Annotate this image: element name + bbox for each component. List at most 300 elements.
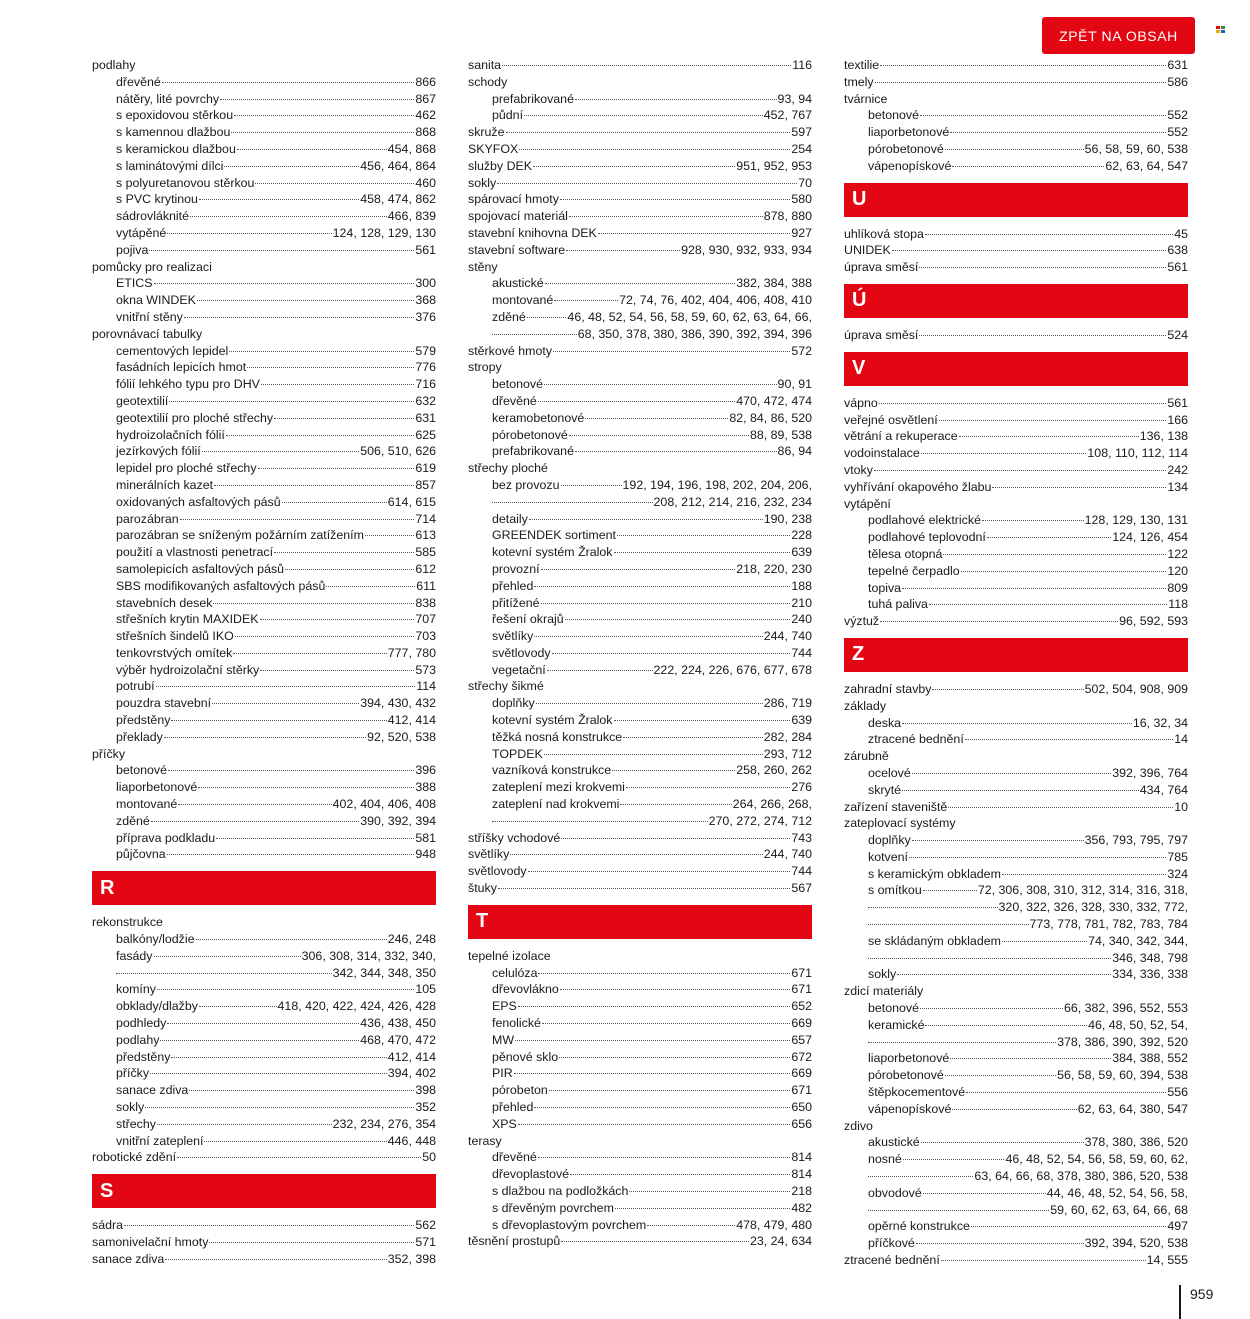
entry-page-numbers[interactable]: 412, 414 (387, 1049, 436, 1064)
entry-page-numbers[interactable]: 452, 767 (763, 108, 812, 123)
entry-term: s dřevoplastovým povrchem (492, 1217, 647, 1232)
entry-page-numbers[interactable]: 254 (791, 141, 812, 156)
index-subentry (844, 1101, 1188, 1118)
entry-term: parozábran (116, 511, 179, 526)
entry-page-numbers[interactable]: 240 (791, 612, 812, 627)
entry-page-numbers[interactable]: 777, 780 (387, 645, 436, 660)
entry-page-numbers[interactable]: 412, 414 (387, 713, 436, 728)
dot-leader (518, 1005, 791, 1007)
entry-page-numbers[interactable]: 776 (415, 360, 436, 375)
index-subentry (92, 309, 436, 326)
dot-leader (561, 837, 790, 839)
entry-page-numbers[interactable]: 948 (415, 847, 436, 862)
entry-page-numbers[interactable]: 866 (415, 74, 436, 89)
entry-page-numbers[interactable]: 552 (1167, 125, 1188, 140)
dot-leader (260, 669, 414, 671)
index-subentry (92, 846, 436, 863)
entry-page-numbers[interactable]: 218 (791, 1184, 812, 1198)
entry-page-numbers[interactable]: 625 (415, 427, 436, 442)
index-subentry (92, 107, 436, 124)
entry-term: příčky (116, 1066, 150, 1081)
entry-page-numbers[interactable]: 270, 272, 274, 712 (708, 813, 812, 828)
entry-page-numbers[interactable]: 716 (415, 377, 436, 392)
entry-term: vápenopískové (868, 1101, 952, 1116)
entry-term: těžká nosná konstrukce (492, 729, 623, 744)
entry-page-numbers[interactable]: 282, 284 (763, 729, 812, 744)
entry-page-numbers[interactable]: 105 (415, 982, 436, 997)
entry-page-numbers[interactable]: 118 (1168, 597, 1188, 612)
entry-page-numbers[interactable]: 232, 234, 276, 354 (332, 1116, 436, 1131)
entry-page-numbers[interactable]: 276 (791, 780, 812, 795)
entry-term: kotvení (868, 849, 908, 864)
entry-page-numbers[interactable]: 638 (1167, 243, 1188, 258)
entry-page-numbers[interactable]: 612 (415, 561, 436, 576)
entry-page-numbers[interactable]: 672 (791, 1049, 812, 1064)
entry-page-numbers[interactable]: 460 (415, 175, 436, 190)
entry-page-numbers[interactable]: 436, 438, 450 (360, 1016, 436, 1031)
page-number: 959 (1190, 1286, 1214, 1302)
entry-page-numbers[interactable]: 613 (415, 528, 436, 543)
entry-page-numbers[interactable]: 46, 48, 52, 54, 56, 58, 59, 60, 62, (1005, 1152, 1188, 1167)
entry-term: pojiva (116, 242, 149, 257)
entry-page-numbers[interactable]: 258, 260, 262 (736, 763, 812, 778)
entry-page-numbers[interactable]: 352, 398 (387, 1251, 436, 1266)
entry-term: betonové (868, 1001, 919, 1016)
entry-page-numbers[interactable]: 561 (415, 242, 436, 257)
entry-term: keramické (868, 1017, 925, 1032)
dot-leader (912, 772, 1111, 774)
dot-leader (190, 215, 387, 217)
entry-page-numbers[interactable]: 382, 384, 388 (736, 276, 812, 291)
entry-page-numbers[interactable]: 744 (791, 864, 812, 879)
entry-page-numbers[interactable]: 556 (1167, 1085, 1188, 1100)
entry-page-numbers[interactable]: 671 (791, 965, 812, 980)
index-subentry (92, 393, 436, 410)
entry-page-numbers[interactable]: 809 (1167, 580, 1188, 595)
entry-page-numbers[interactable]: 324 (1167, 866, 1188, 881)
index-entry (92, 1149, 436, 1166)
entry-term: hydroizolačních fólií (116, 427, 225, 442)
index-entry (468, 259, 812, 276)
entry-page-numbers[interactable]: 434, 764 (1139, 782, 1188, 797)
entry-term: EPS (492, 999, 517, 1014)
entry-page-numbers[interactable]: 70 (798, 175, 812, 190)
entry-page-numbers[interactable]: 50 (422, 1150, 436, 1165)
back-to-contents-button[interactable]: ZPĚT NA OBSAH (1042, 17, 1195, 54)
dot-leader (620, 803, 731, 805)
entry-page-numbers[interactable]: 124, 126, 454 (1112, 530, 1188, 545)
entry-page-numbers[interactable]: 10 (1174, 799, 1188, 814)
entry-term: tepelné izolace (468, 948, 551, 963)
entry-term: spojovací materiál (468, 209, 568, 224)
entry-page-numbers[interactable]: 68, 350, 378, 380, 386, 390, 392, 394, 396 (577, 326, 812, 341)
entry-page-numbers[interactable]: 128, 129, 130, 131 (1084, 513, 1188, 528)
entry-page-numbers[interactable]: 398 (415, 1083, 436, 1098)
entry-page-numbers[interactable]: 376 (415, 309, 436, 324)
entry-term: s omítkou (868, 883, 922, 898)
entry-term: cementových lepidel (116, 343, 229, 358)
entry-term: veřejné osvětlení (844, 412, 938, 427)
entry-page-numbers[interactable]: 394, 430, 432 (360, 696, 436, 711)
index-subentry (844, 966, 1188, 983)
entry-page-numbers[interactable]: 580 (791, 192, 812, 207)
entry-page-numbers[interactable]: 561 (1167, 260, 1188, 275)
entry-page-numbers[interactable]: 814 (791, 1150, 812, 1165)
entry-page-numbers[interactable]: 585 (415, 545, 436, 560)
index-entry (844, 698, 1188, 715)
entry-page-numbers[interactable]: 46, 48, 50, 52, 54, (1088, 1017, 1188, 1032)
dot-leader (569, 215, 763, 217)
entry-page-numbers[interactable]: 246, 248 (387, 932, 436, 947)
entry-page-numbers[interactable]: 814 (791, 1167, 812, 1182)
index-subentry (92, 477, 436, 494)
dot-leader (506, 131, 791, 133)
entry-page-numbers[interactable]: 650 (791, 1100, 812, 1115)
dot-leader (920, 1007, 1063, 1009)
entry-page-numbers[interactable]: 639 (791, 713, 812, 728)
entry-page-numbers[interactable]: 714 (415, 511, 436, 526)
entry-page-numbers[interactable]: 927 (791, 225, 812, 240)
index-entry (468, 863, 812, 880)
entry-term: provozní (492, 561, 540, 576)
entry-page-numbers[interactable]: 388 (415, 780, 436, 795)
index-subentry (468, 393, 812, 410)
entry-page-numbers[interactable]: 72, 74, 76, 402, 404, 406, 408, 410 (619, 293, 812, 308)
entry-page-numbers[interactable]: 785 (1167, 849, 1188, 864)
entry-page-numbers[interactable]: 878, 880 (763, 209, 812, 224)
entry-page-numbers[interactable]: 116 (792, 58, 812, 72)
index-subentry (92, 494, 436, 511)
entry-page-numbers[interactable]: 478, 479, 480 (736, 1217, 812, 1232)
index-entry (468, 343, 812, 360)
entry-page-numbers[interactable]: 586 (1167, 74, 1188, 89)
entry-page-numbers[interactable]: 188 (791, 578, 812, 593)
entry-page-numbers[interactable]: 707 (415, 612, 436, 627)
entry-page-numbers[interactable]: 356, 793, 795, 797 (1084, 833, 1188, 848)
entry-page-numbers[interactable]: 561 (1167, 395, 1188, 410)
entry-page-numbers[interactable]: 114 (416, 679, 436, 694)
index-subentry (92, 225, 436, 242)
entry-page-numbers[interactable]: 669 (791, 1066, 812, 1081)
entry-page-numbers[interactable]: 190, 238 (763, 511, 812, 526)
entry-page-numbers[interactable]: 66, 382, 396, 552, 553 (1063, 1001, 1188, 1016)
entry-term: pórobeton (492, 1083, 548, 1098)
entry-page-numbers[interactable]: 342, 344, 348, 350 (332, 965, 436, 980)
index-entry (92, 1251, 436, 1268)
entry-page-numbers[interactable]: 136, 138 (1139, 429, 1188, 444)
dot-leader (615, 1207, 790, 1209)
entry-page-numbers[interactable]: 669 (791, 1016, 812, 1031)
index-subentry (844, 563, 1188, 580)
dot-leader (909, 856, 1166, 858)
entry-page-numbers[interactable]: 497 (1167, 1219, 1188, 1234)
entry-term: detaily (492, 511, 528, 526)
entry-page-numbers[interactable]: 928, 930, 932, 933, 934 (681, 242, 812, 257)
entry-page-numbers[interactable]: 72, 306, 308, 310, 312, 314, 316, 318, (977, 883, 1188, 898)
entry-page-numbers[interactable]: 454, 868 (387, 141, 436, 156)
dot-leader (220, 98, 414, 100)
index-subentry (92, 1015, 436, 1032)
entry-term: uhlíková stopa (844, 226, 924, 241)
entry-page-numbers[interactable]: 293, 712 (763, 746, 812, 761)
entry-page-numbers[interactable]: 368 (415, 293, 436, 308)
entry-term: pouzdra stavební (116, 696, 212, 711)
entry-page-numbers[interactable]: 124, 128, 129, 130 (332, 225, 436, 240)
entry-page-numbers[interactable]: 506, 510, 626 (360, 444, 436, 459)
entry-term: přehled (492, 1100, 534, 1115)
dot-leader (497, 182, 797, 184)
entry-page-numbers[interactable]: 572 (791, 343, 812, 358)
index-subentry (844, 950, 1188, 967)
index-entry (468, 225, 812, 242)
entry-page-numbers[interactable]: 466, 839 (387, 209, 436, 224)
index-entry (92, 914, 436, 931)
entry-page-numbers[interactable]: 456, 464, 864 (360, 158, 436, 173)
entry-page-numbers[interactable]: 458, 474, 862 (360, 192, 436, 207)
entry-page-numbers[interactable]: 108, 110, 112, 114 (1087, 446, 1188, 461)
entry-page-numbers[interactable]: 614, 615 (387, 494, 436, 509)
dot-leader (510, 853, 762, 855)
index-entry (92, 326, 436, 343)
entry-page-numbers[interactable]: 208, 212, 214, 216, 232, 234 (653, 494, 812, 509)
dot-leader (180, 518, 415, 520)
entry-page-numbers[interactable]: 482 (791, 1200, 812, 1215)
entry-page-numbers[interactable]: 286, 719 (763, 696, 812, 711)
entry-page-numbers[interactable]: 652 (791, 999, 812, 1014)
entry-page-numbers[interactable]: 502, 504, 908, 909 (1084, 681, 1188, 696)
entry-page-numbers[interactable]: 573 (415, 662, 436, 677)
dot-leader (149, 249, 414, 251)
entry-page-numbers[interactable]: 619 (415, 461, 436, 476)
entry-page-numbers[interactable]: 244, 740 (763, 629, 812, 644)
entry-page-numbers[interactable]: 120 (1167, 563, 1188, 578)
entry-term: nosné (868, 1152, 902, 1167)
entry-page-numbers[interactable]: 222, 224, 226, 676, 677, 678 (653, 662, 812, 677)
entry-page-numbers[interactable]: 56, 58, 59, 60, 538 (1084, 141, 1188, 156)
entry-page-numbers[interactable]: 552 (1167, 108, 1188, 123)
entry-page-numbers[interactable]: 62, 63, 64, 380, 547 (1077, 1101, 1188, 1116)
entry-page-numbers[interactable]: 218, 220, 230 (736, 561, 812, 576)
index-subentry (468, 477, 812, 494)
index-subentry (92, 141, 436, 158)
entry-term: pórobetonové (868, 141, 944, 156)
entry-page-numbers[interactable]: 300 (415, 276, 436, 291)
entry-page-numbers[interactable]: 838 (415, 595, 436, 610)
entry-term: stropy (468, 360, 502, 375)
entry-page-numbers[interactable]: 82, 84, 86, 520 (729, 410, 812, 425)
entry-page-numbers[interactable]: 59, 60, 62, 63, 64, 66, 68 (1050, 1202, 1188, 1217)
entry-page-numbers[interactable]: 46, 48, 52, 54, 56, 58, 59, 60, 62, 63, 64, 66, (567, 309, 812, 324)
entry-term: střechy šikmé (468, 679, 544, 694)
entry-page-numbers[interactable]: 562 (415, 1218, 436, 1233)
dot-leader (570, 1173, 790, 1175)
entry-page-numbers[interactable]: 462 (415, 108, 436, 123)
entry-page-numbers[interactable]: 743 (791, 830, 812, 845)
entry-page-numbers[interactable]: 867 (415, 91, 436, 106)
entry-page-numbers[interactable]: 392, 394, 520, 538 (1084, 1236, 1188, 1251)
entry-page-numbers[interactable]: 122 (1167, 546, 1188, 561)
index-subentry (92, 1065, 436, 1082)
entry-page-numbers[interactable]: 402, 404, 406, 408 (332, 797, 436, 812)
entry-page-numbers[interactable]: 228 (791, 528, 812, 543)
index-entry (468, 208, 812, 225)
entry-page-numbers[interactable]: 56, 58, 59, 60, 394, 538 (1057, 1068, 1188, 1083)
entry-page-numbers[interactable]: 470, 472, 474 (736, 393, 812, 408)
entry-page-numbers[interactable]: 868 (415, 125, 436, 140)
dot-leader (902, 722, 1132, 724)
entry-term: výběr hydroizolační stěrky (116, 662, 260, 677)
index-subentry (92, 124, 436, 141)
entry-term: vytápěné (116, 225, 167, 240)
entry-page-numbers[interactable]: 134 (1167, 479, 1188, 494)
entry-page-numbers[interactable]: 92, 520, 538 (367, 729, 436, 744)
dot-leader (233, 652, 386, 654)
entry-term: s PVC krytinou (116, 192, 198, 207)
index-subentry (468, 292, 812, 309)
entry-page-numbers[interactable]: 44, 46, 48, 52, 54, 56, 58, (1046, 1185, 1188, 1200)
entry-page-numbers[interactable]: 378, 386, 390, 392, 520 (1057, 1034, 1188, 1049)
dot-leader (919, 334, 1166, 336)
index-subentry (844, 512, 1188, 529)
entry-page-numbers[interactable]: 86, 94 (777, 444, 812, 459)
entry-page-numbers[interactable]: 23, 24, 634 (749, 1234, 812, 1249)
dot-leader (157, 1123, 332, 1125)
entry-page-numbers[interactable]: 90, 91 (777, 377, 812, 392)
index-subentry (92, 695, 436, 712)
index-subentry (844, 782, 1188, 799)
entry-page-numbers[interactable]: 378, 380, 386, 520 (1084, 1135, 1188, 1150)
entry-term: liaporbetonové (868, 1051, 950, 1066)
entry-page-numbers[interactable]: 446, 448 (387, 1133, 436, 1148)
entry-page-numbers[interactable]: 579 (415, 343, 436, 358)
entry-page-numbers[interactable]: 567 (791, 881, 812, 896)
entry-page-numbers[interactable]: 45 (1174, 226, 1188, 241)
entry-page-numbers[interactable]: 88, 89, 538 (749, 427, 812, 442)
entry-page-numbers[interactable]: 14, 555 (1146, 1253, 1188, 1268)
index-entry (92, 1234, 436, 1251)
entry-page-numbers[interactable]: 611 (416, 578, 436, 593)
index-subentry (468, 1200, 812, 1217)
index-entry (468, 359, 812, 376)
entry-term: vnitřní zateplení (116, 1133, 204, 1148)
entry-term: předstěny (116, 1049, 171, 1064)
entry-page-numbers[interactable]: 571 (415, 1235, 436, 1249)
entry-page-numbers[interactable]: 631 (1167, 58, 1188, 72)
entry-page-numbers[interactable]: 192, 194, 196, 198, 202, 204, 206, (622, 477, 812, 492)
index-column-1 (92, 57, 436, 1268)
dot-leader (224, 165, 359, 167)
entry-term: MW (492, 1032, 515, 1047)
entry-page-numbers[interactable]: 671 (791, 982, 812, 997)
entry-page-numbers[interactable]: 166 (1167, 412, 1188, 427)
entry-page-numbers[interactable]: 242 (1167, 462, 1188, 477)
dot-leader (868, 1209, 1049, 1211)
index-subentry (92, 427, 436, 444)
entry-page-numbers[interactable]: 392, 396, 764 (1112, 765, 1188, 780)
entry-term: balkóny/lodžie (116, 932, 195, 947)
entry-term: okna WINDEK (116, 293, 196, 308)
entry-term: sokly (468, 175, 497, 190)
entry-page-numbers[interactable]: 657 (791, 1032, 812, 1047)
entry-page-numbers[interactable]: 951, 952, 953 (736, 158, 812, 173)
dot-leader (212, 702, 359, 704)
entry-page-numbers[interactable]: 334, 336, 338 (1112, 967, 1188, 982)
entry-page-numbers[interactable]: 631 (415, 410, 436, 425)
dot-leader (950, 131, 1166, 133)
entry-page-numbers[interactable]: 210 (791, 595, 812, 610)
entry-page-numbers[interactable]: 857 (415, 477, 436, 492)
index-subentry (92, 359, 436, 376)
entry-page-numbers[interactable]: 418, 420, 422, 424, 426, 428 (277, 999, 436, 1014)
index-subentry (844, 1218, 1188, 1235)
entry-page-numbers[interactable]: 639 (791, 545, 812, 560)
entry-page-numbers[interactable]: 524 (1167, 327, 1188, 342)
entry-page-numbers[interactable]: 581 (415, 830, 436, 845)
index-subentry (468, 544, 812, 561)
dot-leader (202, 450, 360, 452)
entry-page-numbers[interactable]: 384, 388, 552 (1112, 1051, 1188, 1066)
entry-page-numbers[interactable]: 346, 348, 798 (1112, 950, 1188, 965)
dot-leader (234, 114, 414, 116)
entry-page-numbers[interactable]: 396 (415, 763, 436, 778)
entry-page-numbers[interactable]: 320, 322, 326, 328, 330, 332, 772, (998, 900, 1188, 915)
entry-page-numbers[interactable]: 632 (415, 393, 436, 408)
dot-leader (197, 299, 414, 301)
dot-leader (971, 1225, 1166, 1227)
entry-page-numbers[interactable]: 63, 64, 66, 68, 378, 380, 386, 520, 538 (974, 1169, 1188, 1184)
entry-page-numbers[interactable]: 390, 392, 394 (360, 813, 436, 828)
entry-page-numbers[interactable]: 62, 63, 64, 547 (1105, 158, 1188, 173)
entry-term: podlahové elektrické (868, 513, 981, 528)
index-subentry (92, 1099, 436, 1116)
entry-page-numbers[interactable]: 703 (415, 629, 436, 644)
index-entry (844, 1252, 1188, 1269)
entry-page-numbers[interactable]: 93, 94 (777, 91, 812, 106)
dot-leader (365, 534, 414, 536)
dot-leader (154, 282, 415, 284)
dot-leader (925, 233, 1173, 235)
entry-page-numbers[interactable]: 96, 592, 593 (1119, 614, 1188, 629)
index-subentry (844, 1017, 1188, 1034)
entry-page-numbers[interactable]: 394, 402 (387, 1066, 436, 1081)
entry-page-numbers[interactable]: 744 (791, 645, 812, 660)
index-subentry (92, 561, 436, 578)
entry-term: skryté (868, 782, 902, 797)
entry-term: textilie (844, 58, 880, 72)
entry-page-numbers[interactable]: 352 (415, 1100, 436, 1115)
entry-page-numbers[interactable]: 656 (791, 1116, 812, 1131)
index-subentry (844, 1185, 1188, 1202)
entry-page-numbers[interactable]: 74, 340, 342, 344, (1088, 933, 1188, 948)
index-subentry (92, 813, 436, 830)
entry-page-numbers[interactable]: 306, 308, 314, 332, 340, (301, 948, 436, 963)
dot-leader (260, 618, 415, 620)
entry-page-numbers[interactable]: 244, 740 (763, 847, 812, 862)
entry-page-numbers[interactable]: 264, 266, 268, (732, 797, 812, 812)
index-subentry (844, 107, 1188, 124)
entry-page-numbers[interactable]: 671 (791, 1083, 812, 1098)
entry-page-numbers[interactable]: 468, 470, 472 (360, 1032, 436, 1047)
entry-page-numbers[interactable]: 14 (1174, 732, 1188, 747)
index-subentry (92, 981, 436, 998)
entry-term: dřevovlákno (492, 982, 559, 997)
section-letter-header: Z (844, 638, 1188, 672)
entry-page-numbers[interactable]: 773, 778, 781, 782, 783, 784 (1029, 917, 1188, 932)
entry-page-numbers[interactable]: 597 (791, 125, 812, 140)
dot-leader (902, 789, 1139, 791)
dot-leader (923, 889, 977, 891)
entry-page-numbers[interactable]: 16, 32, 34 (1132, 715, 1188, 730)
